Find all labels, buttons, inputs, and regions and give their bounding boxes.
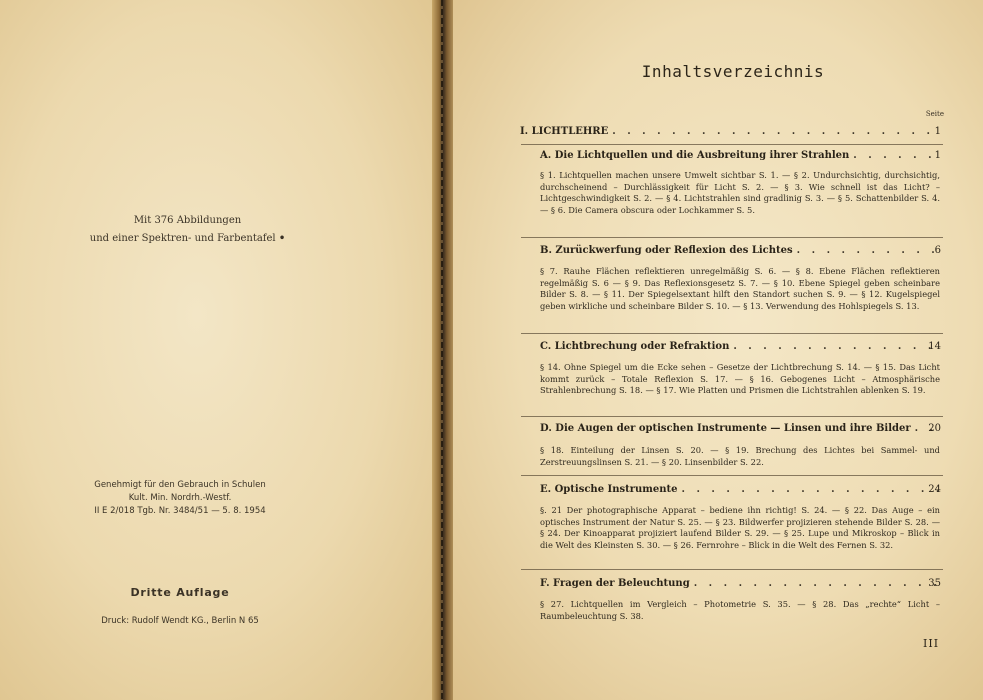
section-b-paragraph: § 7. Rauhe Flächen reflektieren unregelmäßig S. 6. — § 8. Ebene Flächen reflektieren regelmäßig S. 6 — § 9. Das Reflexionsgesetz S. 7. — § 10. Ebene Spiegel geben scheinbare Bilder S. 8. — § 11. Der Spiegelsextant hilft den Standort suchen S. 9. — § 12. Kugelspiegel geben wirkliche und scheinbare Bilder S. 10. — § 13. Verwendung des Hohlspiegels S. 13. bbox=[540, 266, 940, 311]
toc-section-e[interactable] bbox=[540, 484, 942, 500]
toc-part-label: I. LICHTLEHRE bbox=[520, 126, 609, 137]
illustrations-line-2 bbox=[0, 231, 375, 246]
approval-line-3: II E 2/018 Tgb. Nr. 3484/51 — 5. 8. 1954 bbox=[94, 506, 266, 516]
section-c-page: 14 bbox=[928, 341, 941, 352]
separator bbox=[521, 237, 943, 238]
leader-dots bbox=[694, 578, 938, 589]
toc-part-row[interactable] bbox=[520, 126, 942, 142]
approval-line-1: Genehmigt für den Gebrauch in Schulen bbox=[94, 480, 266, 490]
illustrations-line-1: Mit 376 Abbildungen bbox=[133, 215, 242, 226]
approval-notice bbox=[60, 479, 300, 518]
right-page bbox=[453, 0, 983, 700]
section-a-heading: A. Die Lichtquellen und die Ausbreitung ihrer Strahlen bbox=[540, 150, 850, 161]
section-a-page: 1 bbox=[934, 150, 941, 161]
section-b-heading: B. Zurückwerfung oder Reflexion des Lichtes bbox=[540, 245, 793, 256]
leader-dots bbox=[612, 126, 938, 137]
separator bbox=[521, 144, 943, 145]
separator bbox=[521, 475, 943, 476]
separator bbox=[521, 569, 943, 570]
section-f-paragraph: § 27. Lichtquellen im Vergleich – Photometrie S. 35. — § 28. Das „rechte“ Licht – Raumbeleuchtung S. 38. bbox=[540, 599, 940, 621]
toc-part-page: 1 bbox=[934, 126, 941, 137]
toc-section-c[interactable] bbox=[540, 341, 942, 357]
toc-section-a[interactable] bbox=[540, 150, 942, 166]
leader-dots bbox=[733, 341, 938, 352]
toc-section-f[interactable] bbox=[540, 578, 942, 594]
printer-line: Druck: Rudolf Wendt KG., Berlin N 65 bbox=[101, 616, 259, 626]
section-a-paragraph: § 1. Lichtquellen machen unsere Umwelt sichtbar S. 1. — § 2. Undurchsichtig, durchsichtig, durchscheinend – Durchlässigkeit für Licht S. 2. — § 3. Wie schnell ist das Licht? – Lichtgeschwindigkeit S. 2. — § 4. Lichtstrahlen sind gradlinig S. 3. — § 5. Schattenbilder S. 4. — § 6. Die Camera obscura oder Lochkammer S. 5. bbox=[540, 170, 940, 215]
page-number-roman: III bbox=[923, 637, 940, 650]
approval-line-2: Kult. Min. Nordrh.-Westf. bbox=[128, 493, 232, 503]
section-e-page: 24 bbox=[928, 484, 941, 495]
binding-stitching bbox=[441, 0, 443, 700]
section-d-paragraph: § 18. Einteilung der Linsen S. 20. — § 19. Brechung des Lichtes bei Sammel- und Zerstreuungslinsen S. 21. — § 20. Linsenbilder S. 22. bbox=[540, 445, 940, 467]
section-f-heading: F. Fragen der Beleuchtung bbox=[540, 578, 690, 589]
leader-dots bbox=[681, 484, 938, 495]
section-e-paragraph: §. 21 Der photographische Apparat – bediene ihn richtig! S. 24. — § 22. Das Auge – ein optisches Instrument der Natur S. 25. — § 23. Bildwerfer projizieren stehende Bilder S. 28. — § 24. Der Kinoapparat projiziert laufend Bilder S. 29. — § 25. Lupe und Mikroskop – Blick in die Welt des Kleinsten S. 30. — § 26. Fernrohre – Blick in die Welt des Fernen S. 32. bbox=[540, 505, 940, 550]
seite-label: Seite bbox=[925, 110, 944, 118]
section-d-page: 20 bbox=[928, 423, 941, 434]
section-e-heading: E. Optische Instrumente bbox=[540, 484, 678, 495]
section-c-paragraph: § 14. Ohne Spiegel um die Ecke sehen – Gesetze der Lichtbrechung S. 14. — § 15. Das Licht kommt zurück – Totale Reflexion S. 17. — § 16. Gebogenes Licht – Atmosphärische Strahlenbrechung S. 18. — § 17. Wie Platten und Prismen die Lichtstrahlen ablenken S. 19. bbox=[540, 362, 940, 396]
left-page bbox=[0, 0, 437, 700]
section-d-heading: D. Die Augen der optischen Instrumente — Linsen und ihre Bilder bbox=[540, 423, 911, 434]
section-b-page: 6 bbox=[934, 245, 941, 256]
toc-section-b[interactable] bbox=[540, 245, 942, 261]
toc-title: Inhaltsverzeichnis bbox=[641, 62, 825, 81]
separator bbox=[521, 416, 943, 417]
section-c-heading: C. Lichtbrechung oder Refraktion bbox=[540, 341, 730, 352]
toc-section-d[interactable] bbox=[540, 423, 942, 439]
separator bbox=[521, 333, 943, 334]
section-f-page: 35 bbox=[928, 578, 941, 589]
illustrations-line-2-text: und einer Spektren- und Farbentafel bbox=[89, 233, 276, 244]
ink-mark: • bbox=[278, 233, 286, 244]
edition-label: Dritte Auflage bbox=[130, 586, 230, 599]
